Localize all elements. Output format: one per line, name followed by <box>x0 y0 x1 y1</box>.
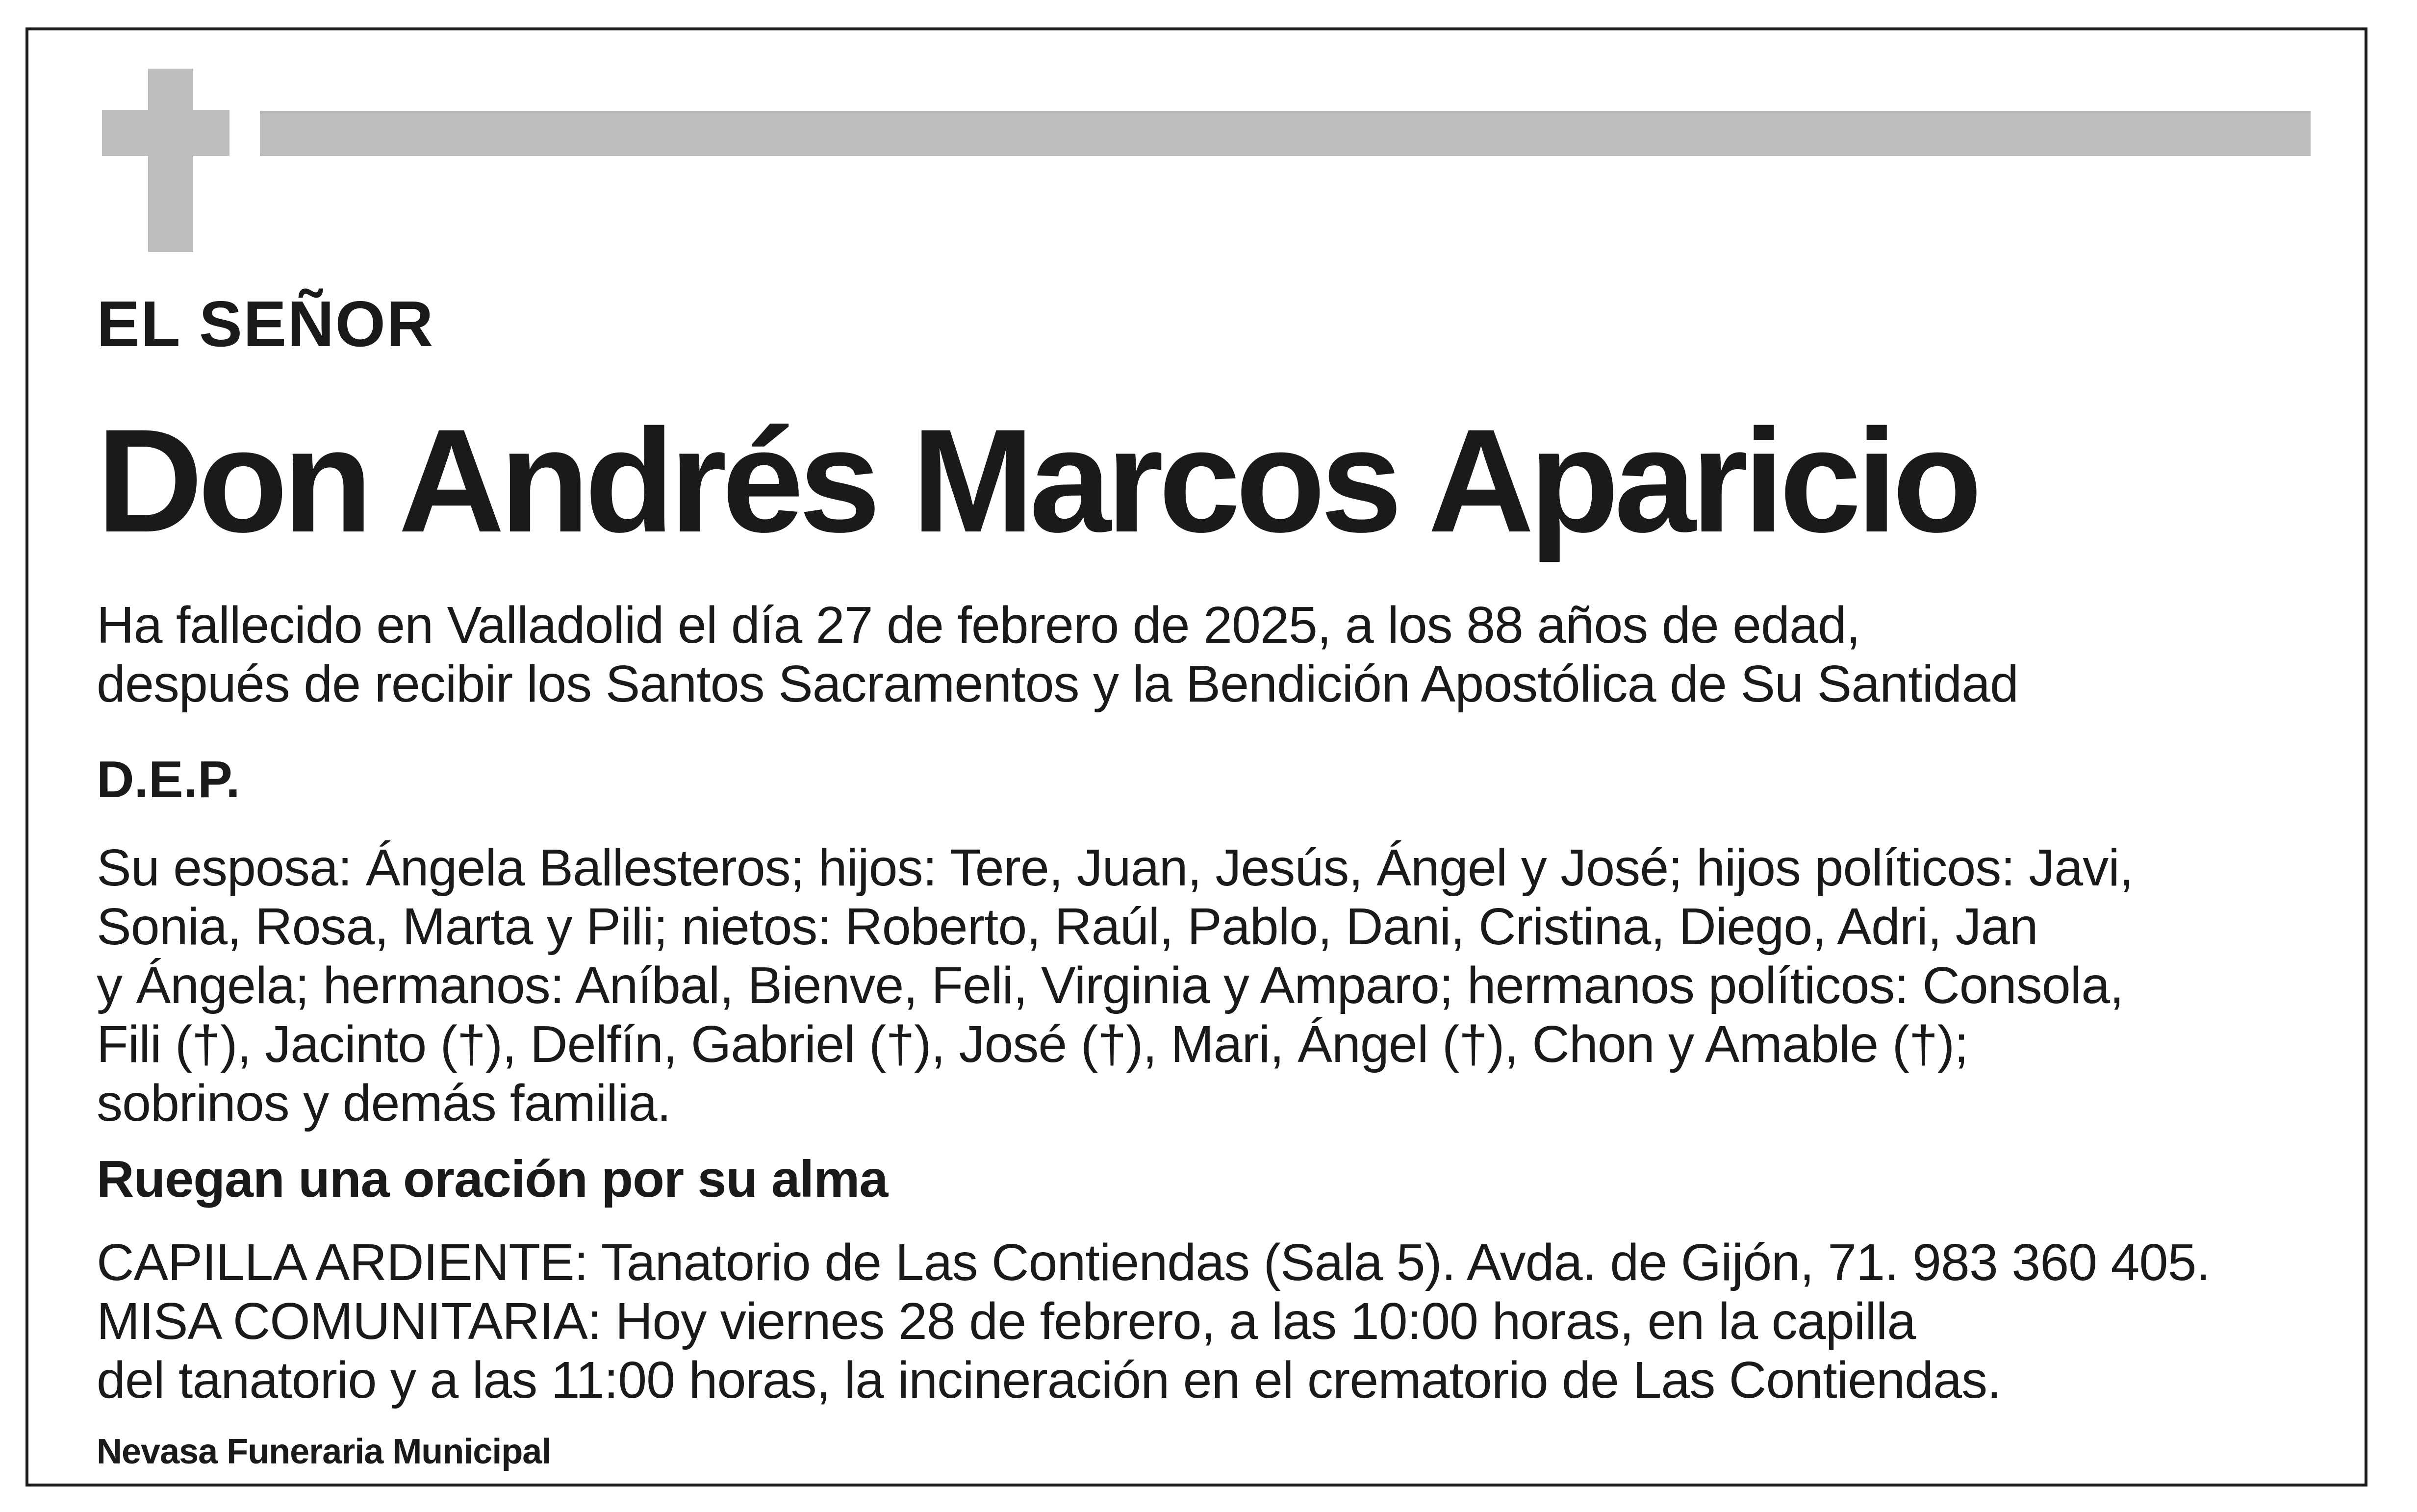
ceremony-line: del tanatorio y a las 11:00 horas, la incineración en el crematorio de Las Contiendas. <box>97 1351 2001 1409</box>
announcement-line: Ha fallecido en Valladolid el día 27 de febrero de 2025, a los 88 años de edad, <box>97 596 1860 654</box>
ceremony-details <box>97 1233 2210 1410</box>
header-divider-bar <box>260 111 2311 156</box>
deceased-name: Don Andrés Marcos Aparicio <box>97 398 1978 563</box>
death-announcement <box>97 596 2018 713</box>
family-line: sobrinos y demás familia. <box>97 1074 671 1132</box>
prayer-request: Ruegan una oración por su alma <box>97 1150 888 1208</box>
cross-horizontal-bar <box>102 110 229 156</box>
family-list <box>97 838 2133 1133</box>
family-line: y Ángela; hermanos: Aníbal, Bienve, Feli, Virginia y Amparo; hermanos políticos: Consola, <box>97 957 2124 1014</box>
announcement-line: después de recibir los Santos Sacramentos y la Bendición Apostólica de Su Santidad <box>97 655 2018 713</box>
rest-in-peace: D.E.P. <box>97 751 240 808</box>
title-prefix: EL SEÑOR <box>97 288 434 360</box>
family-line: Su esposa: Ángela Ballesteros; hijos: Tere, Juan, Jesús, Ángel y José; hijos políticos: Javi, <box>97 839 2134 897</box>
family-line: Sonia, Rosa, Marta y Pili; nietos: Roberto, Raúl, Pablo, Dani, Cristina, Diego, Adri, Jan <box>97 898 2038 956</box>
cross-vertical-bar <box>148 69 193 252</box>
family-line: Fili (†), Jacinto (†), Delfín, Gabriel (†), José (†), Mari, Ángel (†), Chon y Amable (†); <box>97 1015 1968 1073</box>
funeral-home: Nevasa Funeraria Municipal <box>97 1432 551 1471</box>
ceremony-line: MISA COMUNITARIA: Hoy viernes 28 de febrero, a las 10:00 horas, en la capilla <box>97 1292 1916 1350</box>
ceremony-line: CAPILLA ARDIENTE: Tanatorio de Las Contiendas (Sala 5). Avda. de Gijón, 71. 983 360 405. <box>97 1234 2210 1291</box>
